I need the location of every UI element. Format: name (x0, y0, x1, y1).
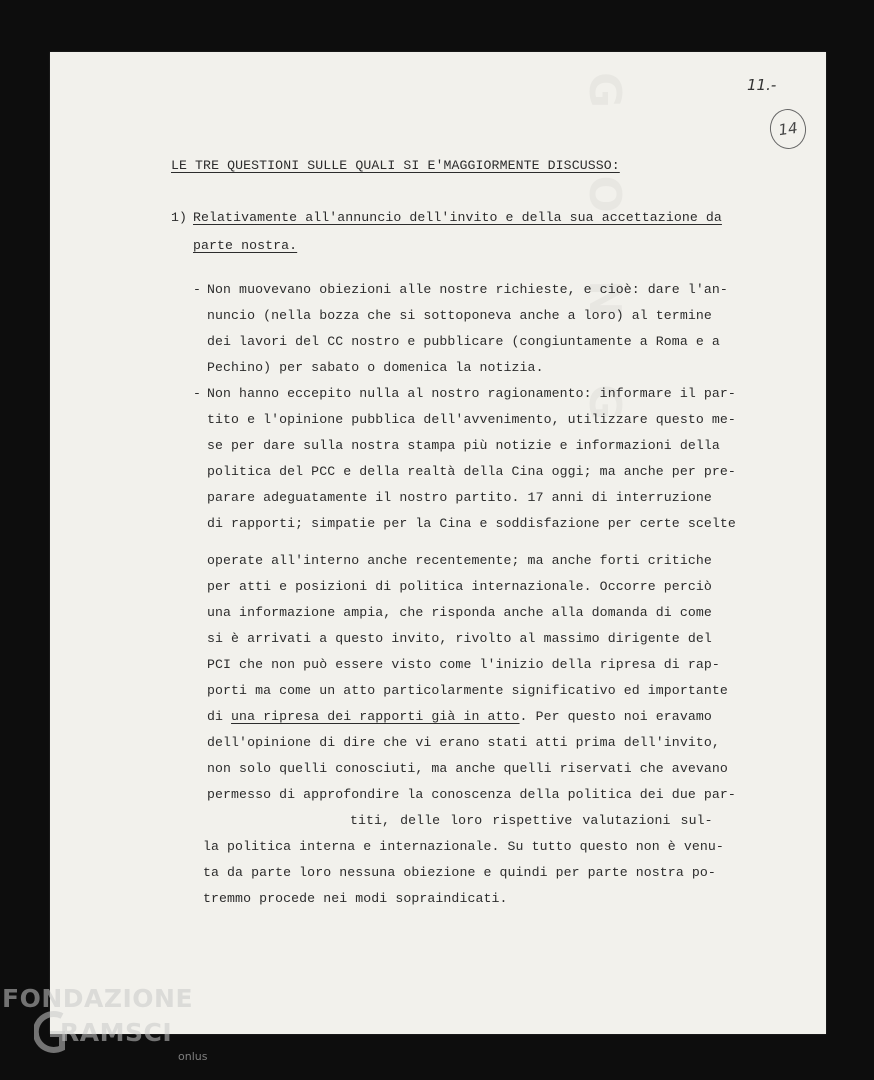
underlined-phrase: una ripresa dei rapporti già in atto (231, 709, 520, 724)
list-dash: - (193, 282, 202, 297)
text-line: politica del PCC e della realtà della Cina oggi; ma anche per pre- (207, 464, 736, 479)
text-line: si è arrivati a questo invito, rivolto al massimo dirigente del (207, 631, 712, 646)
text-line: PCI che non può essere visto come l'inizio della ripresa di rap- (207, 657, 720, 672)
text-segment: . Per questo noi eravamo (519, 709, 712, 724)
text-line: permesso di approfondire la conoscenza della politica dei due par- (207, 787, 736, 802)
document-page (50, 52, 826, 1034)
text-line: nuncio (nella bozza che si sottoponeva anche a loro) al termine (207, 308, 712, 323)
list-dash: - (193, 386, 202, 401)
text-line: Non hanno eccepito nulla al nostro ragionamento: informare il par- (207, 386, 736, 401)
text-line: Non muovevano obiezioni alle nostre richieste, e cioè: dare l'an- (207, 282, 728, 297)
logo-line-1: FONDAZIONE (2, 984, 194, 1013)
text-line: tremmo procede nei modi sopraindicati. (203, 891, 508, 906)
page-number: 11.- (747, 76, 777, 94)
text-line-with-underline (207, 709, 712, 724)
text-line: tito e l'opinione pubblica dell'avvenimento, utilizzare questo me- (207, 412, 736, 427)
text-line: la politica interna e internazionale. Su tutto questo non è venu- (203, 839, 724, 854)
text-line: una informazione ampia, che risponda anche alla domanda di come (207, 605, 712, 620)
text-line: ta da parte loro nessuna obiezione e quindi per parte nostra po- (203, 865, 716, 880)
text-line: se per dare sulla nostra stampa più notizie e informazioni della (207, 438, 720, 453)
text-line: non solo quelli conosciuti, ma anche quelli riservati che avevano (207, 761, 728, 776)
text-line: titi, delle loro rispettive valutazioni sul- (350, 813, 713, 828)
text-line: porti ma come un atto particolarmente significativo ed importante (207, 683, 728, 698)
logo-line-3: onlus (178, 1050, 208, 1063)
text-segment: di (207, 709, 232, 724)
text-line: parare adeguatamente il nostro partito. 17 anni di interruzione (207, 490, 712, 505)
section-title-line-2: parte nostra. (193, 238, 298, 253)
text-line: di rapporti; simpatie per la Cina e soddisfazione per certe scelte (207, 516, 736, 531)
document-heading: LE TRE QUESTIONI SULLE QUALI SI E'MAGGIORMENTE DISCUSSO: (171, 158, 620, 173)
fondazione-gramsci-logo (2, 984, 208, 1063)
section-number: 1) (171, 210, 188, 225)
text-line: dei lavori del CC nostro e pubblicare (congiuntamente a Roma e a (207, 334, 720, 349)
text-line: dell'opinione di dire che vi erano stati atti prima dell'invito, (207, 735, 720, 750)
section-title-line-1: Relativamente all'annuncio dell'invito e della sua accettazione da (193, 210, 722, 225)
logo-line-2: RAMSCI (60, 1018, 173, 1047)
circled-page-number: 14 (767, 107, 808, 152)
text-line: per atti e posizioni di politica internazionale. Occorre perciò (207, 579, 712, 594)
text-line: Pechino) per sabato o domenica la notizia. (207, 360, 544, 375)
text-line: operate all'interno anche recentemente; ma anche forti critiche (207, 553, 712, 568)
